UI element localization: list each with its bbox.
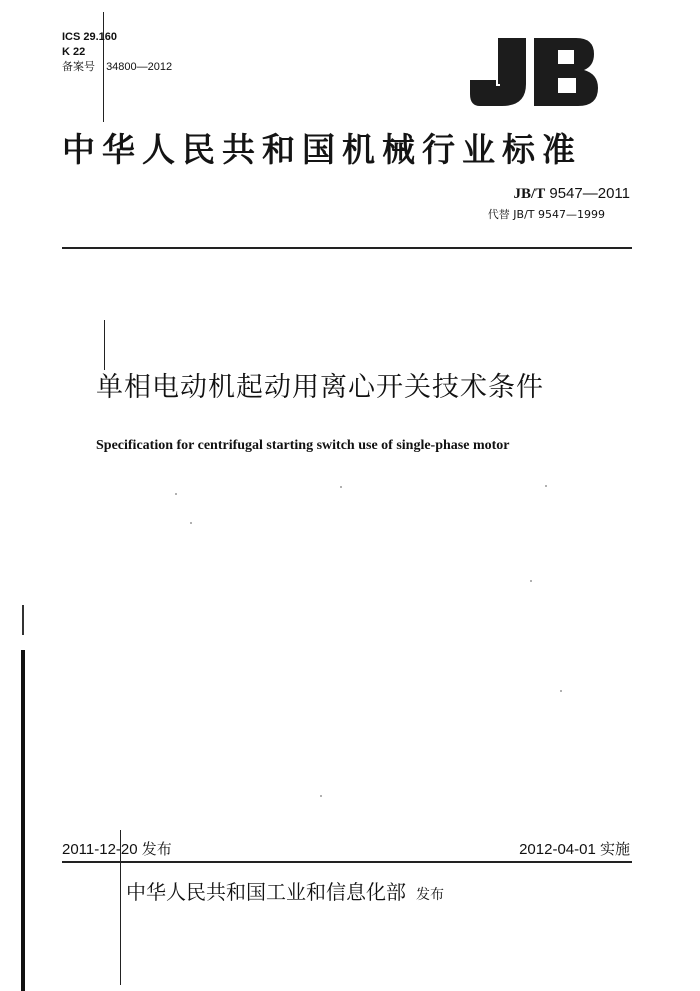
scan-speck [530,580,532,582]
scan-speck [190,522,192,524]
scan-speck [560,690,562,692]
publisher-label: 发布 [416,887,444,903]
scan-line-artifact [104,320,105,370]
issue-date: 2011-12-20 发布 [62,841,172,858]
filing-number [62,60,172,74]
publisher-name: 中华人民共和国工业和信息化部 [126,880,406,904]
scan-speck [175,493,177,495]
filing-value: 34800—2012 [106,61,173,73]
document-title-zh: 单相电动机起动用离心开关技术条件 [96,372,544,403]
filing-label: 备案号 [62,61,95,73]
standard-number [514,185,630,203]
standard-number-prefix: JB/T [513,186,546,202]
ccs-code: K 22 [62,46,86,58]
document-title-en: Specification for centrifugal starting switch use of single-phase motor [96,438,510,453]
standard-category-title: 中华人民共和国机械行业标准 [62,130,582,169]
ics-code: ICS 29.160 [62,31,118,43]
top-divider [62,247,632,249]
implementation-date: 2012-04-01 实施 [519,841,630,858]
replaces-standard: 代替 JB/T 9547—1999 [487,208,605,221]
standard-number-value: 9547—2011 [549,185,630,202]
scan-edge-artifact [21,650,25,991]
scan-edge-artifact [22,605,24,635]
bottom-divider [62,861,632,863]
scan-speck [320,795,322,797]
scan-speck [340,486,342,488]
scan-speck [545,485,547,487]
jb-logo [468,36,600,108]
publisher [126,878,444,909]
